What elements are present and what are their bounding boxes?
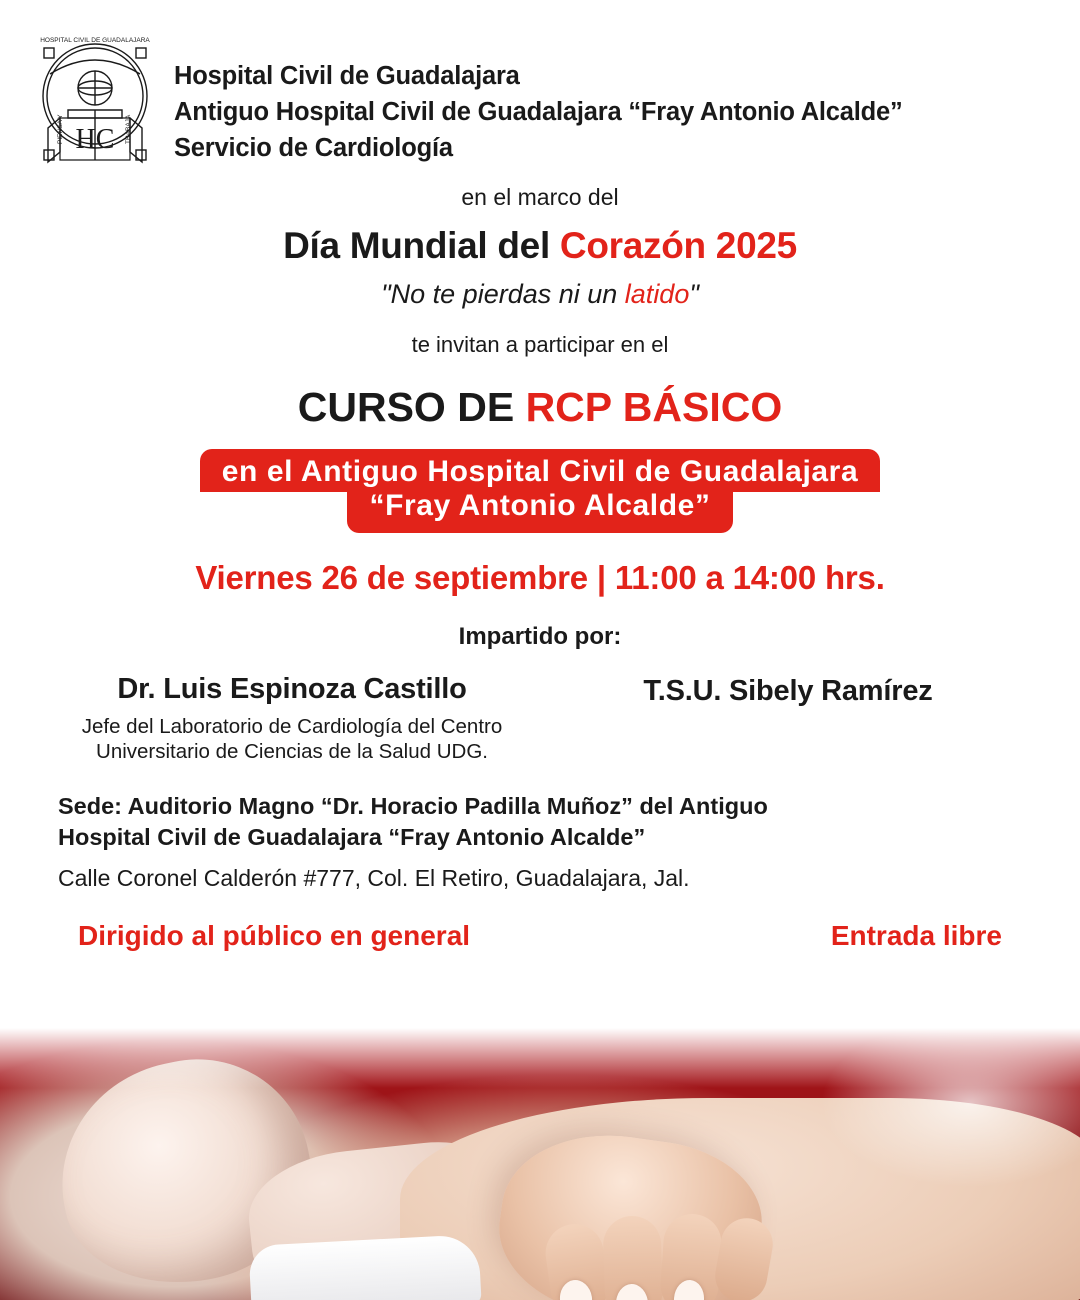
- event-title: [0, 225, 1080, 267]
- given-by-label: Impartido por:: [458, 622, 622, 650]
- poster-main-content: [0, 184, 1080, 651]
- callout-audience: Dirigido al público en general: [78, 920, 471, 952]
- callout-entry: Entrada libre: [830, 920, 1002, 952]
- header-line-2: Antiguo Hospital Civil de Guadalajara “Fray Antonio Alcalde”: [174, 98, 903, 127]
- callouts-row: [0, 920, 1080, 952]
- speaker-name: Dr. Luis Espinoza Castillo: [117, 672, 467, 705]
- location-banner: [0, 449, 1080, 533]
- course-title-accent: RCP BÁSICO: [525, 384, 783, 430]
- location-banner-line-2: “Fray Antonio Alcalde”: [347, 490, 732, 532]
- event-title-plain: Día Mundial del: [283, 225, 560, 266]
- photo-top-fade: [0, 1028, 1080, 1088]
- hospital-civil-crest-icon: [30, 26, 160, 176]
- cpr-manikin-compression-photo: [0, 1028, 1080, 1300]
- speaker-name: T.S.U. Sibely Ramírez: [643, 674, 933, 707]
- event-title-accent: Corazón 2025: [559, 225, 797, 266]
- sleeve-cuff-shape: [248, 1234, 481, 1300]
- framing-line: en el marco del: [461, 184, 619, 210]
- svg-text:TRABAJA: TRABAJA: [125, 114, 132, 144]
- slogan-open: "No te pierdas ni un: [381, 279, 625, 309]
- course-title-plain: CURSO DE: [297, 384, 526, 430]
- speaker-role-line-1: Jefe del Laboratorio de Cardiología del Centro: [81, 714, 503, 738]
- date-time: Viernes 26 de septiembre | 11:00 a 14:00 hrs.: [195, 558, 885, 596]
- svg-text:HOSPITAL CIVIL DE GUADALAJARA: HOSPITAL CIVIL DE GUADALAJARA: [40, 37, 150, 44]
- slogan-accent: latido: [624, 279, 690, 309]
- speaker-item: [540, 673, 1036, 708]
- invite-line: te invitan a participar en el: [411, 332, 669, 357]
- svg-text:PIENSA Y: PIENSA Y: [57, 114, 64, 144]
- header-institution-block: [174, 26, 903, 167]
- venue-line-1: Sede: Auditorio Magno “Dr. Horacio Padilla Muñoz” del Antiguo: [58, 793, 768, 820]
- speakers-list: [0, 673, 1080, 765]
- location-banner-line-1: en el Antiguo Hospital Civil de Guadalajara: [200, 449, 880, 492]
- venue-block: [0, 791, 1080, 852]
- header-line-3: Servicio de Cardiología: [174, 134, 453, 163]
- venue-address: Calle Coronel Calderón #777, Col. El Retiro, Guadalajara, Jal.: [58, 865, 690, 892]
- speaker-item: [44, 673, 540, 765]
- speaker-role-line-2: Universitario de Ciencias de la Salud UDG.: [96, 740, 488, 764]
- speaker-role: [44, 714, 540, 765]
- course-title: [0, 384, 1080, 431]
- venue-line-2: Hospital Civil de Guadalajara “Fray Antonio Alcalde”: [58, 823, 646, 850]
- svg-text:HC: HC: [75, 124, 115, 155]
- event-slogan: [0, 279, 1080, 310]
- header-line-1: Hospital Civil de Guadalajara: [174, 62, 520, 90]
- slogan-close: ": [689, 279, 699, 309]
- poster-header: [0, 0, 1080, 176]
